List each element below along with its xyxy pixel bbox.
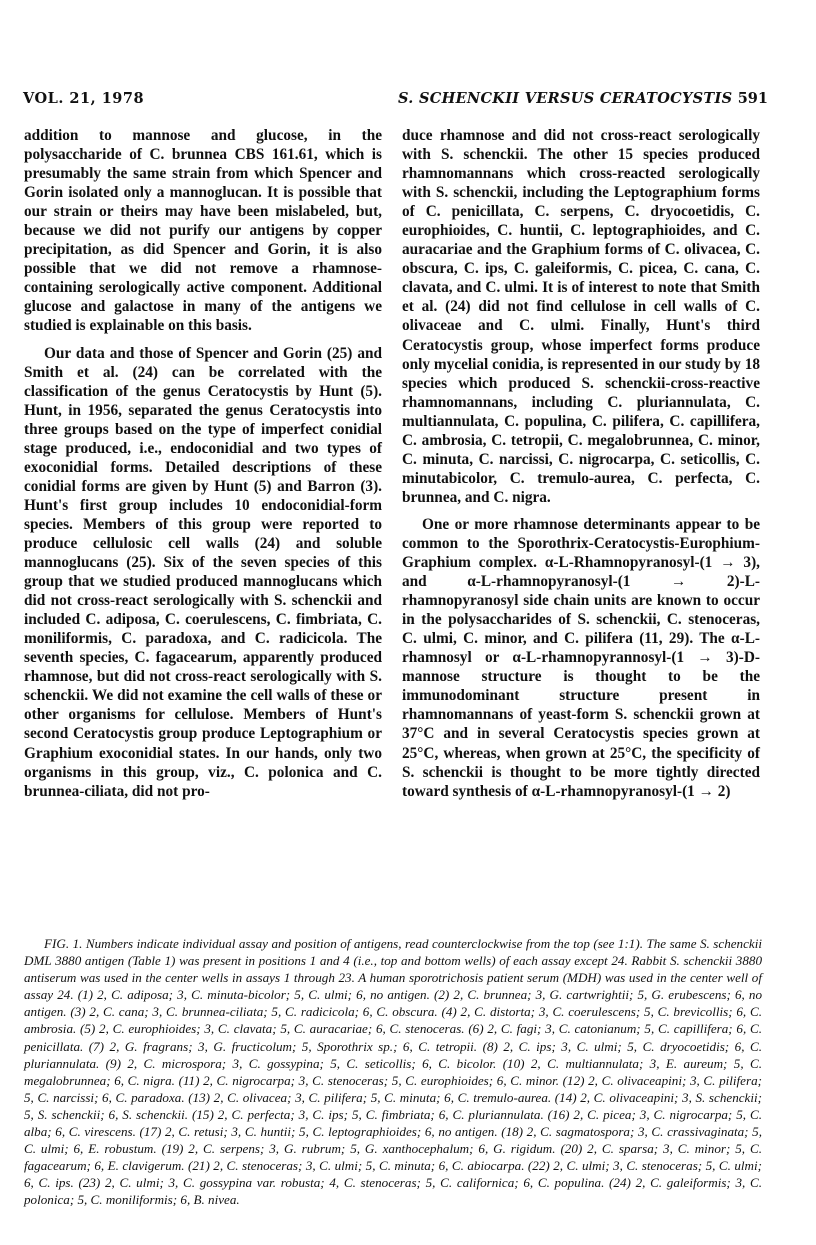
running-header	[23, 90, 768, 112]
body-paragraph: One or more rhamnose determinants appear to be common to the Sporothrix-Ceratocystis-Europhium-Graphium complex. α-L-Rhamnopyranosyl-(1 → 3), and α-L-rhamnopyranosyl-(1 → 2)-L-rhamnopyranosyl side chain units are known to occur in the polysaccharides of S. schenckii, C. stenoceras, C. ulmi, C. minor, and C. pilifera (11, 29). The α-L-rhamnosyl or α-L-rhamnopyrannosyl-(1 → 3)-D-mannose structure is thought to be the immunodominant structure present in rhamnomannans of yeast-form S. schenckii grown at 37°C and in several Ceratocystis species grown at 25°C, whereas, when grown at 25°C, the specificity of S. schenckii is thought to be more tightly directed toward synthesis of α-L-rhamnopyranosyl-(1 → 2)	[402, 515, 760, 800]
journal-volume: VOL. 21, 1978	[23, 90, 145, 107]
figure-caption: FIG. 1. Numbers indicate individual assay and position of antigens, read counterclockwise from the top (see 1:1). The same S. schenckii DML 3880 antigen (Table 1) was present in positions 1 and 4 (i.e., top and bottom wells) of each assay except 24. Rabbit S. schenckii 3880 antiserum was used in the center wells in assays 1 through 23. A human sporotrichosis patient serum (MDH) was used in the center well of assay 24. (1) 2, C. adiposa; 3, C. minuta-bicolor; 5, C. ulmi; 6, no antigen. (2) 2, C. brunnea; 3, G. cartwrightii; 5, G. erubescens; 6, no antigen. (3) 2, C. cana; 3, C. brunnea-ciliata; 5, C. radicicola; 6, C. obscura. (4) 2, C. distorta; 3, C. coerulescens; 5, C. brevicollis; 6, C. ambrosia. (5) 2, C. europhioides; 3, C. clavata; 5, C. auracariae; 6, C. stenoceras. (6) 2, C. fagi; 3, C. catonianum; 5, C. capillifera; 6, C. penicillata. (7) 2, G. fragrans; 3, G. fructicolum; 5, Sporothrix sp.; 6, C. tetropii. (8) 2, C. ips; 3, C. ulmi; 5, C. dryocoetidis; 6, C. pluriannulata. (9) 2, C. microspora; 3, C. gossypina; 5, C. seticollis; 6, C. bicolor. (10) 2, C. multiannulata; 3, E. aureum; 5, C. megalobrunnea; 6, C. nigra. (11) 2, C. nigrocarpa; 3, C. stenoceras; 5, C. europhioides; 6, C. minor. (12) 2, C. olivaceapini; 3, C. pilifera; 5, C. narcissi; 6, C. paradoxa. (13) 2, C. olivacea; 3, C. pilifera; 5, C. minuta; 6, C. tremulo-aurea. (14) 2, C. olivaceapini; 3, S. schenckii; 5, S. schenckii; 6, S. schenckii. (15) 2, C. perfecta; 3, C. ips; 5, C. fimbriata; 6, C. pluriannulata. (16) 2, C. picea; 3, C. nigrocarpa; 5, C. alba; 6, C. virescens. (17) 2, C. retusi; 3, C. huntii; 5, C. leptographioides; 6, no antigen. (18) 2, C. sagmatospora; 3, C. crassivaginata; 5, C. ulmi; 6, E. robustum. (19) 2, C. serpens; 3, G. rubrum; 5, G. xanthocephalum; 6, G. rigidum. (20) 2, C. sparsa; 3, C. minor; 5, C. fagacearum; 6, E. clavigerum. (21) 2, C. stenoceras; 3, C. ulmi; 5, C. minuta; 6, C. abiocarpa. (22) 2, C. ulmi; 3, C. stenoceras; 5, C. ulmi; 6, C. ips. (23) 2, C. ulmi; 3, C. gossypina var. robusta; 4, C. stenoceras; 5, C. californica; 6, C. populina. (24) 2, C. galeiformis; 3, C. polonica; 5, C. moniliformis; 6, B. nivea.	[24, 936, 762, 1208]
page-number: 591	[737, 90, 768, 107]
left-column	[24, 126, 382, 801]
body-paragraph: Our data and those of Spencer and Gorin (25) and Smith et al. (24) can be correlated with the classification of the genus Ceratocystis by Hunt (5). Hunt, in 1956, separated the genus Ceratocystis into three groups based on the type of imperfect conidial stage produced, i.e., endoconidial and two types of exoconidial forms. Detailed descriptions of these conidial forms are given by Hunt (5) and Barron (3). Hunt's first group includes 10 endoconidial-form species. Members of this group were reported to produce cellulosic cell walls (24) and soluble mannoglucans (25). Six of the seven species of this group that we studied produced mannoglucans which did not cross-react serologically with S. schenckii and included C. adiposa, C. coerulescens, C. fimbriata, C. moniliformis, C. paradoxa, and C. radicicola. The seventh species, C. fagacearum, apparently produced rhamnose, but did not cross-react serologically with S. schenckii. We did not examine the cell walls of these or other organisms for cellulose. Members of Hunt's second Ceratocystis group produce Leptographium or Graphium exoconidial states. In our hands, only two organisms in this group, viz., C. polonica and C. brunnea-ciliata, did not pro-	[24, 344, 382, 800]
right-column	[402, 126, 760, 801]
body-paragraph: addition to mannose and glucose, in the polysaccharide of C. brunnea CBS 161.61, which is presumably the same strain from which Spencer and Gorin isolated only a mannoglucan. It is possible that our strain or theirs may have been mislabeled, but, because we did not purify our antigens by copper precipitation, as did Spencer and Gorin, it is also possible that we did not remove a rhamnose-containing serologically active component. Additional glucose and galactose in many of the antigens we studied is explainable on this basis.	[24, 127, 382, 335]
running-title: S. SCHENCKII VERSUS CERATOCYSTIS	[398, 90, 733, 107]
body-paragraph: duce rhamnose and did not cross-react serologically with S. schenckii. The other 15 species produced rhamnomannans which cross-reacted serologically with S. schenckii, including the Leptographium forms of C. penicillata, C. serpens, C. dryocoetidis, C. europhioides, C. huntii, C. leptographioides, and C. auracariae and the Graphium forms of C. olivacea, C. obscura, C. ips, C. galeiformis, C. picea, C. cana, C. clavata, and C. ulmi. It is of interest to note that Smith et al. (24) did not find cellulose in cell walls of C. olivaceae and C. ulmi. Finally, Hunt's third Ceratocystis group, whose imperfect forms produce only mycelial conidia, is represented in our study by 18 species which produced S. schenckii-cross-reactive rhamnomannans, including C. pluriannulata, C. multiannulata, C. populina, C. pilifera, C. capillifera, C. ambrosia, C. tetropii, C. megalobrunnea, C. minor, C. minuta, C. narcissi, C. nigrocarpa, C. seticollis, C. minutabicolor, C. tremulo-aurea, C. perfecta, C. brunnea, and C. nigra.	[402, 127, 760, 506]
